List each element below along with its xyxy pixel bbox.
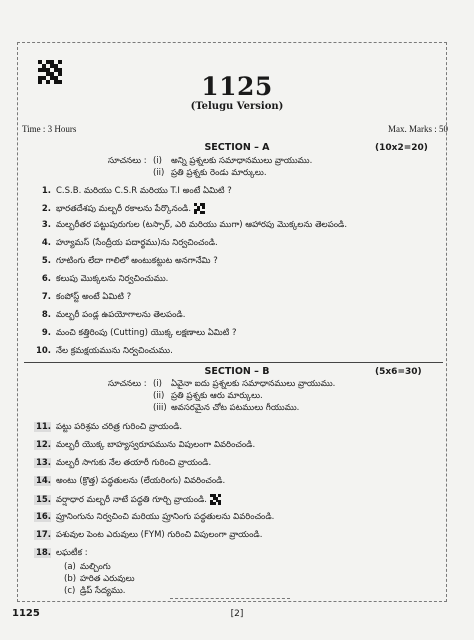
section-a-note-1: సూచనలు : (i) అన్ని ప్రశ్నలకు సమాధానములు వ్రాయుము. (108, 156, 313, 166)
question-13: 13. మల్బరీ సాగుకు నేల తయారీ గురించి వ్రాయండి. (35, 458, 212, 468)
question-5: 5. గూటింగు లేదా గాలిలో అంటుకట్టుట అనగానేమి ? (41, 256, 218, 266)
section-a-note-2: (ii) ప్రతి ప్రశ్నకు రెండు మార్కులు. (153, 168, 267, 178)
footer-page-number: [2] (230, 609, 244, 619)
question-10: 10. నేల క్రమక్షయమును నిర్వచించుము. (35, 346, 173, 356)
section-b-note-3: (iii) అవసరమైన చోట పటములు గీయుము. (153, 403, 300, 413)
note-label: సూచనలు : (108, 379, 147, 389)
question-18-item-a: (a) మల్చింగు (64, 562, 111, 572)
time-allowed: Time : 3 Hours (22, 124, 77, 134)
question-2: 2. భారతదేశపు మల్బరీ రకాలను పేర్కొనండి. (34, 203, 205, 216)
section-a-title: SECTION – A (204, 142, 270, 153)
question-1: 1. C.S.B. మరియు C.S.R మరియు T.I అంటే ఏమిటి ? (41, 186, 232, 196)
paper-code: 1125 (201, 72, 273, 101)
question-3: 3. మల్బరీతర పట్టుపురుగుల (టస్సార్, ఎరి మరియు ముగా) ఆహారపు మొక్కలను తెలపండి. (41, 220, 348, 230)
footer-code: 1125 (12, 608, 40, 619)
qr-code-icon (194, 203, 205, 214)
end-of-paper-line (170, 598, 290, 599)
section-b-note-2: (ii) ప్రతి ప్రశ్నకు ఆరు మార్కులు. (153, 391, 263, 401)
section-a-marks: (10x2=20) (375, 143, 428, 153)
note-label: సూచనలు : (108, 156, 147, 166)
question-8: 8. మల్బరీ పండ్ల ఉపయోగాలను తెలపండి. (41, 310, 186, 320)
qr-code-icon (210, 494, 221, 505)
question-17: 17. పశువుల పెంట ఎరువులు (FYM) గురించి విపులంగా వ్రాయండి. (35, 530, 263, 540)
question-9: 9. మంచి కత్తిరింపు (Cutting) యొక్క లక్షణాలు ఏమిటి ? (41, 328, 237, 338)
question-14: 14. అంటు (క్రొత్త) పద్ధతులను (లేయరింగు) వివరించండి. (35, 476, 226, 486)
section-b-note-1: సూచనలు : (i) ఏవైనా ఐదు ప్రశ్నలకు సమాధానములు వ్రాయుము. (108, 379, 336, 389)
question-18: 18. లఘటీక : (35, 548, 88, 558)
max-marks: Max. Marks : 50 (388, 124, 448, 134)
question-7: 7. కంపోస్ట్ అంటే ఏమిటి ? (41, 292, 132, 302)
question-6: 6. కలుపు మొక్కలను నిర్వచించుము. (41, 274, 169, 284)
question-18-item-b: (b) హరిత ఎరువులు (64, 574, 135, 584)
question-11: 11. పట్టు పరిశ్రమ చరిత్ర గురించి వ్రాయండి. (35, 422, 183, 432)
paper-version: (Telugu Version) (190, 101, 284, 112)
section-b-marks: (5x6=30) (375, 367, 422, 377)
question-12: 12. మల్బరీ యొక్క బాహ్యస్వరూపమును విపులంగా వివరించండి. (35, 440, 256, 450)
question-18-item-c: (c) డ్రిప్ సేద్యము. (64, 586, 126, 596)
question-16: 16. ప్రూనింగును నిర్వచించి మరియు ప్రూనింగు పద్ధతులను వివరించండి. (35, 512, 275, 522)
question-4: 4. హ్యూమస్ (సేంద్రీయ పదార్థము)ను నిర్వచించండి. (41, 238, 218, 248)
section-b-title: SECTION – B (204, 366, 270, 377)
section-divider (24, 362, 443, 363)
question-15: 15. వర్షాధార మల్బరీ నాటే పద్ధతి గూర్చి వ్రాయండి. (34, 494, 221, 507)
